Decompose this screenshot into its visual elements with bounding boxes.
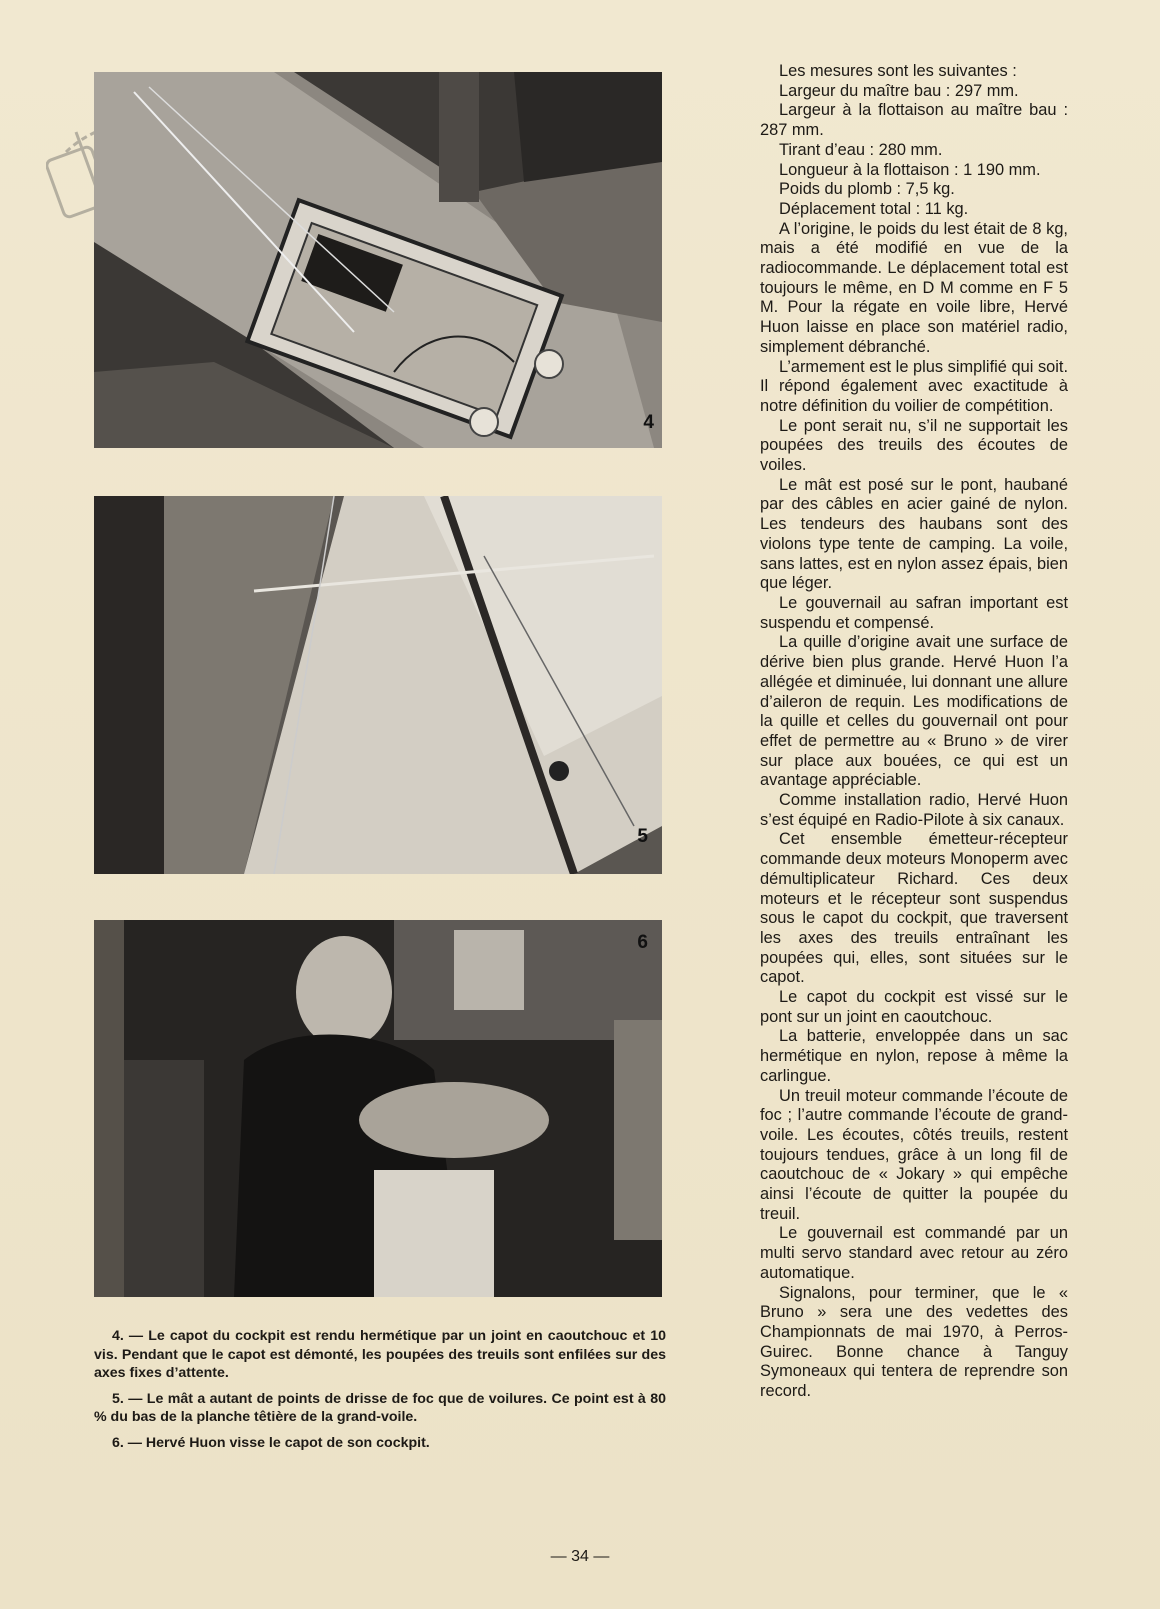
article-paragraph: Tirant d’eau : 280 mm. xyxy=(779,140,943,159)
article-paragraph: L’armement est le plus simplifié qui soit. Il répond également avec exactitude à notre définition du voilier de compétition. xyxy=(760,357,1068,415)
article-paragraph: Le capot du cockpit est vissé sur le pont sur un joint en caoutchouc. xyxy=(760,988,1068,1026)
article-paragraph: Un treuil moteur commande l’écoute de foc ; l’autre commande l’écoute de grand-voile. Les écoutes, côtés treuils, restent toujours tendues, grâce à un long fil de caoutchouc de « Jokary » qui empêche ainsi l’écoute de quitter la poupée du treuil. xyxy=(760,1086,1068,1223)
article-paragraph: Longueur à la flottaison : 1 190 mm. xyxy=(779,160,1041,179)
article-paragraph: La batterie, enveloppée dans un sac hermétique en nylon, repose à même la carlingue. xyxy=(760,1027,1068,1085)
photo-6 xyxy=(94,920,662,1297)
photo-number: 4 xyxy=(643,412,654,433)
article-paragraph: Le pont serait nu, s’il ne supportait les poupées des treuils des écoutes de voiles. xyxy=(760,416,1068,475)
article-paragraph: Signalons, pour terminer, que le « Bruno » sera une des vedettes des Championnats de mai 1970, à Perros-Guirec. Bonne chance à Tanguy Symoneaux qui tentera de reprendre son record. xyxy=(760,1283,1068,1401)
article-paragraph: Les mesures sont les suivantes : xyxy=(779,62,1017,80)
article-paragraph: Comme installation radio, Hervé Huon s’est équipé en Radio-Pilote à six canaux. xyxy=(760,791,1068,829)
article-paragraph: Le gouvernail est commandé par un multi servo standard avec retour au zéro automatique. xyxy=(760,1224,1068,1282)
article-paragraph: Largeur du maître bau : 297 mm. xyxy=(779,81,1019,100)
article-paragraph: A l’origine, le poids du lest était de 8 kg, mais a été modifié en vue de la radiocommande. Le déplacement total est toujours le même, en D M comme en F 5 M. Pour la régate en voile libre, Hervé Huon laisse en place son matériel radio, simplement débranché. xyxy=(760,219,1068,356)
mast-and-sail-image xyxy=(94,496,662,874)
article-paragraph: Le gouvernail au safran important est suspendu et compensé. xyxy=(760,593,1068,632)
photo-4 xyxy=(94,72,662,448)
caption-6: 6. — Hervé Huon visse le capot de son cockpit. xyxy=(112,1434,430,1451)
caption-5: 5. — Le mât a autant de points de drisse de foc que de voilures. Ce point est à 80 % du bas de la planche têtière de la grand-voile. xyxy=(94,1390,666,1425)
article-paragraph: Cet ensemble émetteur-récepteur commande deux moteurs Monoperm avec démultiplicateur Richard. Ces deux moteurs et le récepteur sont suspendus sous le capot du cockpit, que traversent les axes des treuils entraînant les poupées qui, elles, sont situées sur le capot. xyxy=(760,830,1068,987)
caption-4: 4. — Le capot du cockpit est rendu hermétique par un joint en caoutchouc et 10 vis. Pendant que le capot est démonté, les poupées des treuils sont enfilées sur des axes fixes d’attente. xyxy=(94,1328,666,1381)
page-number: — 34 — xyxy=(550,1548,610,1565)
article-column xyxy=(760,62,1068,1402)
man-screwing-hatch-image xyxy=(94,920,662,1297)
photo-5 xyxy=(94,496,662,874)
article-paragraph: Le mât est posé sur le pont, haubané par des câbles en acier gainé de nylon. Les tendeurs des haubans sont des violons type tente de camping. La voile, sans lattes, est en nylon assez épais, bien que léger. xyxy=(760,475,1068,593)
cockpit-hatch-image xyxy=(94,72,662,448)
photo-captions xyxy=(94,1327,666,1459)
photo-number: 5 xyxy=(637,826,648,847)
article-paragraph: Poids du plomb : 7,5 kg. xyxy=(779,180,955,199)
article-paragraph: La quille d’origine avait une surface de dérive bien plus grande. Hervé Huon l’a allégée et diminuée, lui donnant une allure d’aileron de requin. Les modifications de la quille et celles du gouvernail ont pour effet de permettre au « Bruno » de virer sur place aux bouées, ce qui est un avantage appréciable. xyxy=(760,633,1069,790)
article-paragraph: Déplacement total : 11 kg. xyxy=(779,199,969,218)
article-paragraph: Largeur à la flottaison au maître bau : 287 mm. xyxy=(760,101,1068,140)
photo-number: 6 xyxy=(637,932,648,953)
